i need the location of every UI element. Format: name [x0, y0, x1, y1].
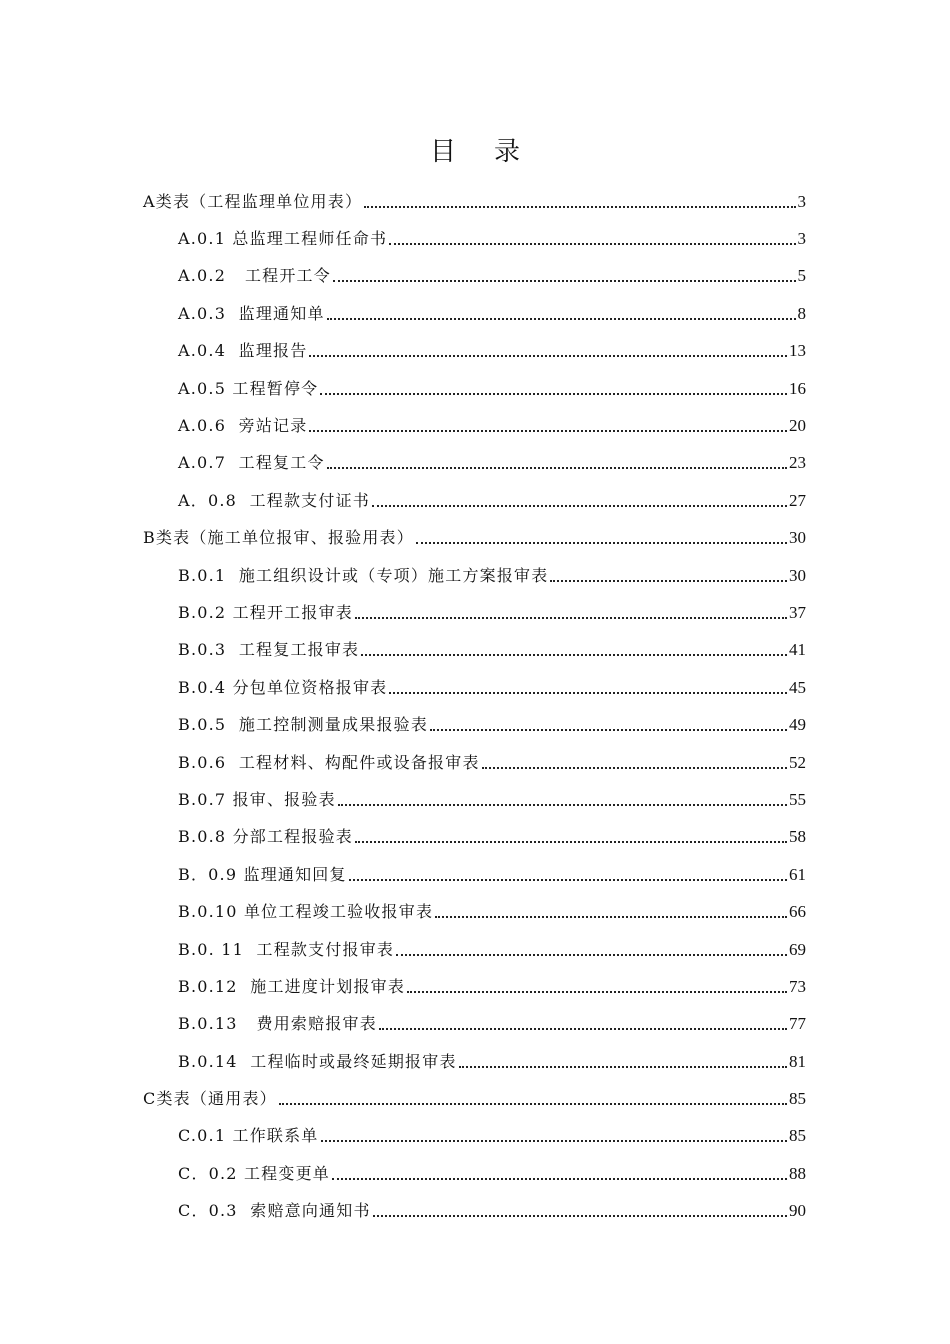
toc-dot-leader	[349, 865, 787, 885]
toc-title: 目录	[429, 137, 558, 167]
toc-section-entry[interactable]	[0, 520, 950, 557]
toc-dot-leader	[379, 1014, 787, 1034]
toc-dot-leader	[482, 753, 787, 773]
toc-subsection-entry[interactable]	[0, 445, 950, 482]
toc-page-number: 37	[789, 602, 806, 622]
toc-page-number: 27	[789, 490, 806, 510]
toc-page-number: 85	[789, 1126, 806, 1146]
toc-subsection-entry[interactable]	[0, 333, 950, 370]
toc-dot-leader	[416, 528, 787, 548]
toc-entry-label: B．0.9 监理通知回复	[178, 864, 347, 884]
toc-page-number: 77	[789, 1014, 806, 1034]
toc-page-number: 55	[789, 789, 806, 809]
toc-subsection-entry[interactable]	[0, 931, 950, 968]
toc-dot-leader	[279, 1089, 787, 1109]
toc-entry-label: C类表（通用表）	[143, 1089, 277, 1109]
toc-page-number: 30	[789, 565, 806, 585]
toc-dot-leader	[309, 341, 787, 361]
toc-page-number: 58	[789, 827, 806, 847]
toc-dot-leader	[320, 379, 787, 399]
toc-entry-label: C．0.3 索赔意向通知书	[178, 1201, 371, 1221]
toc-subsection-entry[interactable]	[0, 482, 950, 519]
toc-subsection-entry[interactable]	[0, 370, 950, 407]
toc-page-number: 23	[789, 453, 806, 473]
toc-subsection-entry[interactable]	[0, 295, 950, 332]
toc-dot-leader	[396, 940, 787, 960]
toc-subsection-entry[interactable]	[0, 669, 950, 706]
table-of-contents	[0, 183, 950, 1230]
toc-dot-leader	[459, 1052, 787, 1072]
toc-dot-leader	[435, 902, 787, 922]
toc-dot-leader	[407, 977, 787, 997]
toc-page-number: 49	[789, 715, 806, 735]
toc-entry-label: B.0.6 工程材料、构配件或设备报审表	[178, 752, 480, 772]
toc-page-number: 5	[797, 266, 806, 286]
toc-dot-leader	[338, 790, 787, 810]
toc-dot-leader	[355, 603, 787, 623]
toc-subsection-entry[interactable]	[0, 594, 950, 631]
toc-page-number: 88	[789, 1163, 806, 1183]
toc-dot-leader	[361, 640, 787, 660]
toc-page-number: 16	[789, 378, 806, 398]
toc-entry-label: A.0.6 旁站记录	[178, 416, 308, 436]
toc-dot-leader	[389, 678, 787, 698]
toc-dot-leader	[389, 229, 795, 249]
toc-page-number: 52	[789, 752, 806, 772]
toc-subsection-entry[interactable]	[0, 258, 950, 295]
toc-entry-label: B.0.8 分部工程报验表	[178, 827, 353, 847]
toc-page-number: 41	[789, 640, 806, 660]
toc-page-number: 30	[789, 528, 806, 548]
toc-dot-leader	[332, 1164, 787, 1184]
toc-entry-label: B.0.13 费用索赔报审表	[178, 1014, 377, 1034]
toc-subsection-entry[interactable]	[0, 407, 950, 444]
toc-entry-label: B.0.2 工程开工报审表	[178, 602, 353, 622]
toc-subsection-entry[interactable]	[0, 856, 950, 893]
toc-subsection-entry[interactable]	[0, 744, 950, 781]
toc-entry-label: B.0.7 报审、报验表	[178, 789, 336, 809]
toc-dot-leader	[309, 416, 787, 436]
toc-dot-leader	[333, 266, 796, 286]
toc-dot-leader	[327, 453, 787, 473]
toc-entry-label: B.0.14 工程临时或最终延期报审表	[178, 1051, 457, 1071]
toc-page-number: 81	[789, 1051, 806, 1071]
toc-subsection-entry[interactable]	[0, 557, 950, 594]
toc-entry-label: A.0.7 工程复工令	[178, 453, 325, 473]
toc-dot-leader	[327, 304, 796, 324]
toc-entry-label: B.0.4 分包单位资格报审表	[178, 677, 388, 697]
toc-entry-label: C.0.1 工作联系单	[178, 1126, 319, 1146]
toc-entry-label: B.0. 11 工程款支付报审表	[178, 939, 395, 959]
toc-entry-label: C．0.2 工程变更单	[178, 1163, 330, 1183]
toc-entry-label: A.0.4 监理报告	[178, 341, 308, 361]
toc-entry-label: A.0.1 总监理工程师任命书	[178, 229, 388, 249]
toc-subsection-entry[interactable]	[0, 1118, 950, 1155]
toc-subsection-entry[interactable]	[0, 893, 950, 930]
toc-subsection-entry[interactable]	[0, 781, 950, 818]
toc-page-number: 20	[789, 416, 806, 436]
toc-subsection-entry[interactable]	[0, 819, 950, 856]
toc-entry-label: B.0.3 工程复工报审表	[178, 640, 360, 660]
toc-section-entry[interactable]	[0, 183, 950, 220]
toc-section-entry[interactable]	[0, 1080, 950, 1117]
toc-page-number: 8	[797, 303, 806, 323]
toc-page-number: 73	[789, 976, 806, 996]
toc-dot-leader	[364, 192, 795, 212]
toc-dot-leader	[373, 1201, 787, 1221]
toc-entry-label: B.0.1 施工组织设计或（专项）施工方案报审表	[178, 565, 549, 585]
toc-page-number: 13	[789, 341, 806, 361]
toc-entry-label: A．0.8 工程款支付证书	[178, 490, 370, 510]
toc-dot-leader	[550, 566, 787, 586]
toc-entry-label: B.0.5 施工控制测量成果报验表	[178, 715, 429, 735]
toc-subsection-entry[interactable]	[0, 220, 950, 257]
toc-entry-label: B类表（施工单位报审、报验用表）	[143, 528, 414, 548]
toc-page-number: 3	[797, 191, 806, 211]
toc-page-number: 45	[789, 677, 806, 697]
toc-dot-leader	[372, 491, 787, 511]
toc-entry-label: B.0.12 施工进度计划报审表	[178, 976, 406, 996]
toc-page-number: 85	[789, 1089, 806, 1109]
toc-page-number: 90	[789, 1201, 806, 1221]
toc-entry-label: A.0.5 工程暂停令	[178, 378, 319, 398]
toc-page-number: 69	[789, 939, 806, 959]
toc-subsection-entry[interactable]	[0, 706, 950, 743]
toc-subsection-entry[interactable]	[0, 1043, 950, 1080]
toc-dot-leader	[355, 827, 787, 847]
toc-entry-label: A.0.3 监理通知单	[178, 303, 325, 323]
toc-subsection-entry[interactable]	[0, 968, 950, 1005]
toc-dot-leader	[321, 1126, 788, 1146]
toc-entry-label: A类表（工程监理单位用表）	[143, 191, 363, 211]
toc-page-number: 66	[789, 902, 806, 922]
toc-entry-label: A.0.2 工程开工令	[178, 266, 331, 286]
toc-subsection-entry[interactable]	[0, 632, 950, 669]
toc-subsection-entry[interactable]	[0, 1193, 950, 1230]
toc-page-number: 3	[797, 229, 806, 249]
toc-page-number: 61	[789, 864, 806, 884]
toc-subsection-entry[interactable]	[0, 1006, 950, 1043]
toc-subsection-entry[interactable]	[0, 1155, 950, 1192]
toc-dot-leader	[430, 715, 787, 735]
toc-entry-label: B.0.10 单位工程竣工验收报审表	[178, 902, 434, 922]
